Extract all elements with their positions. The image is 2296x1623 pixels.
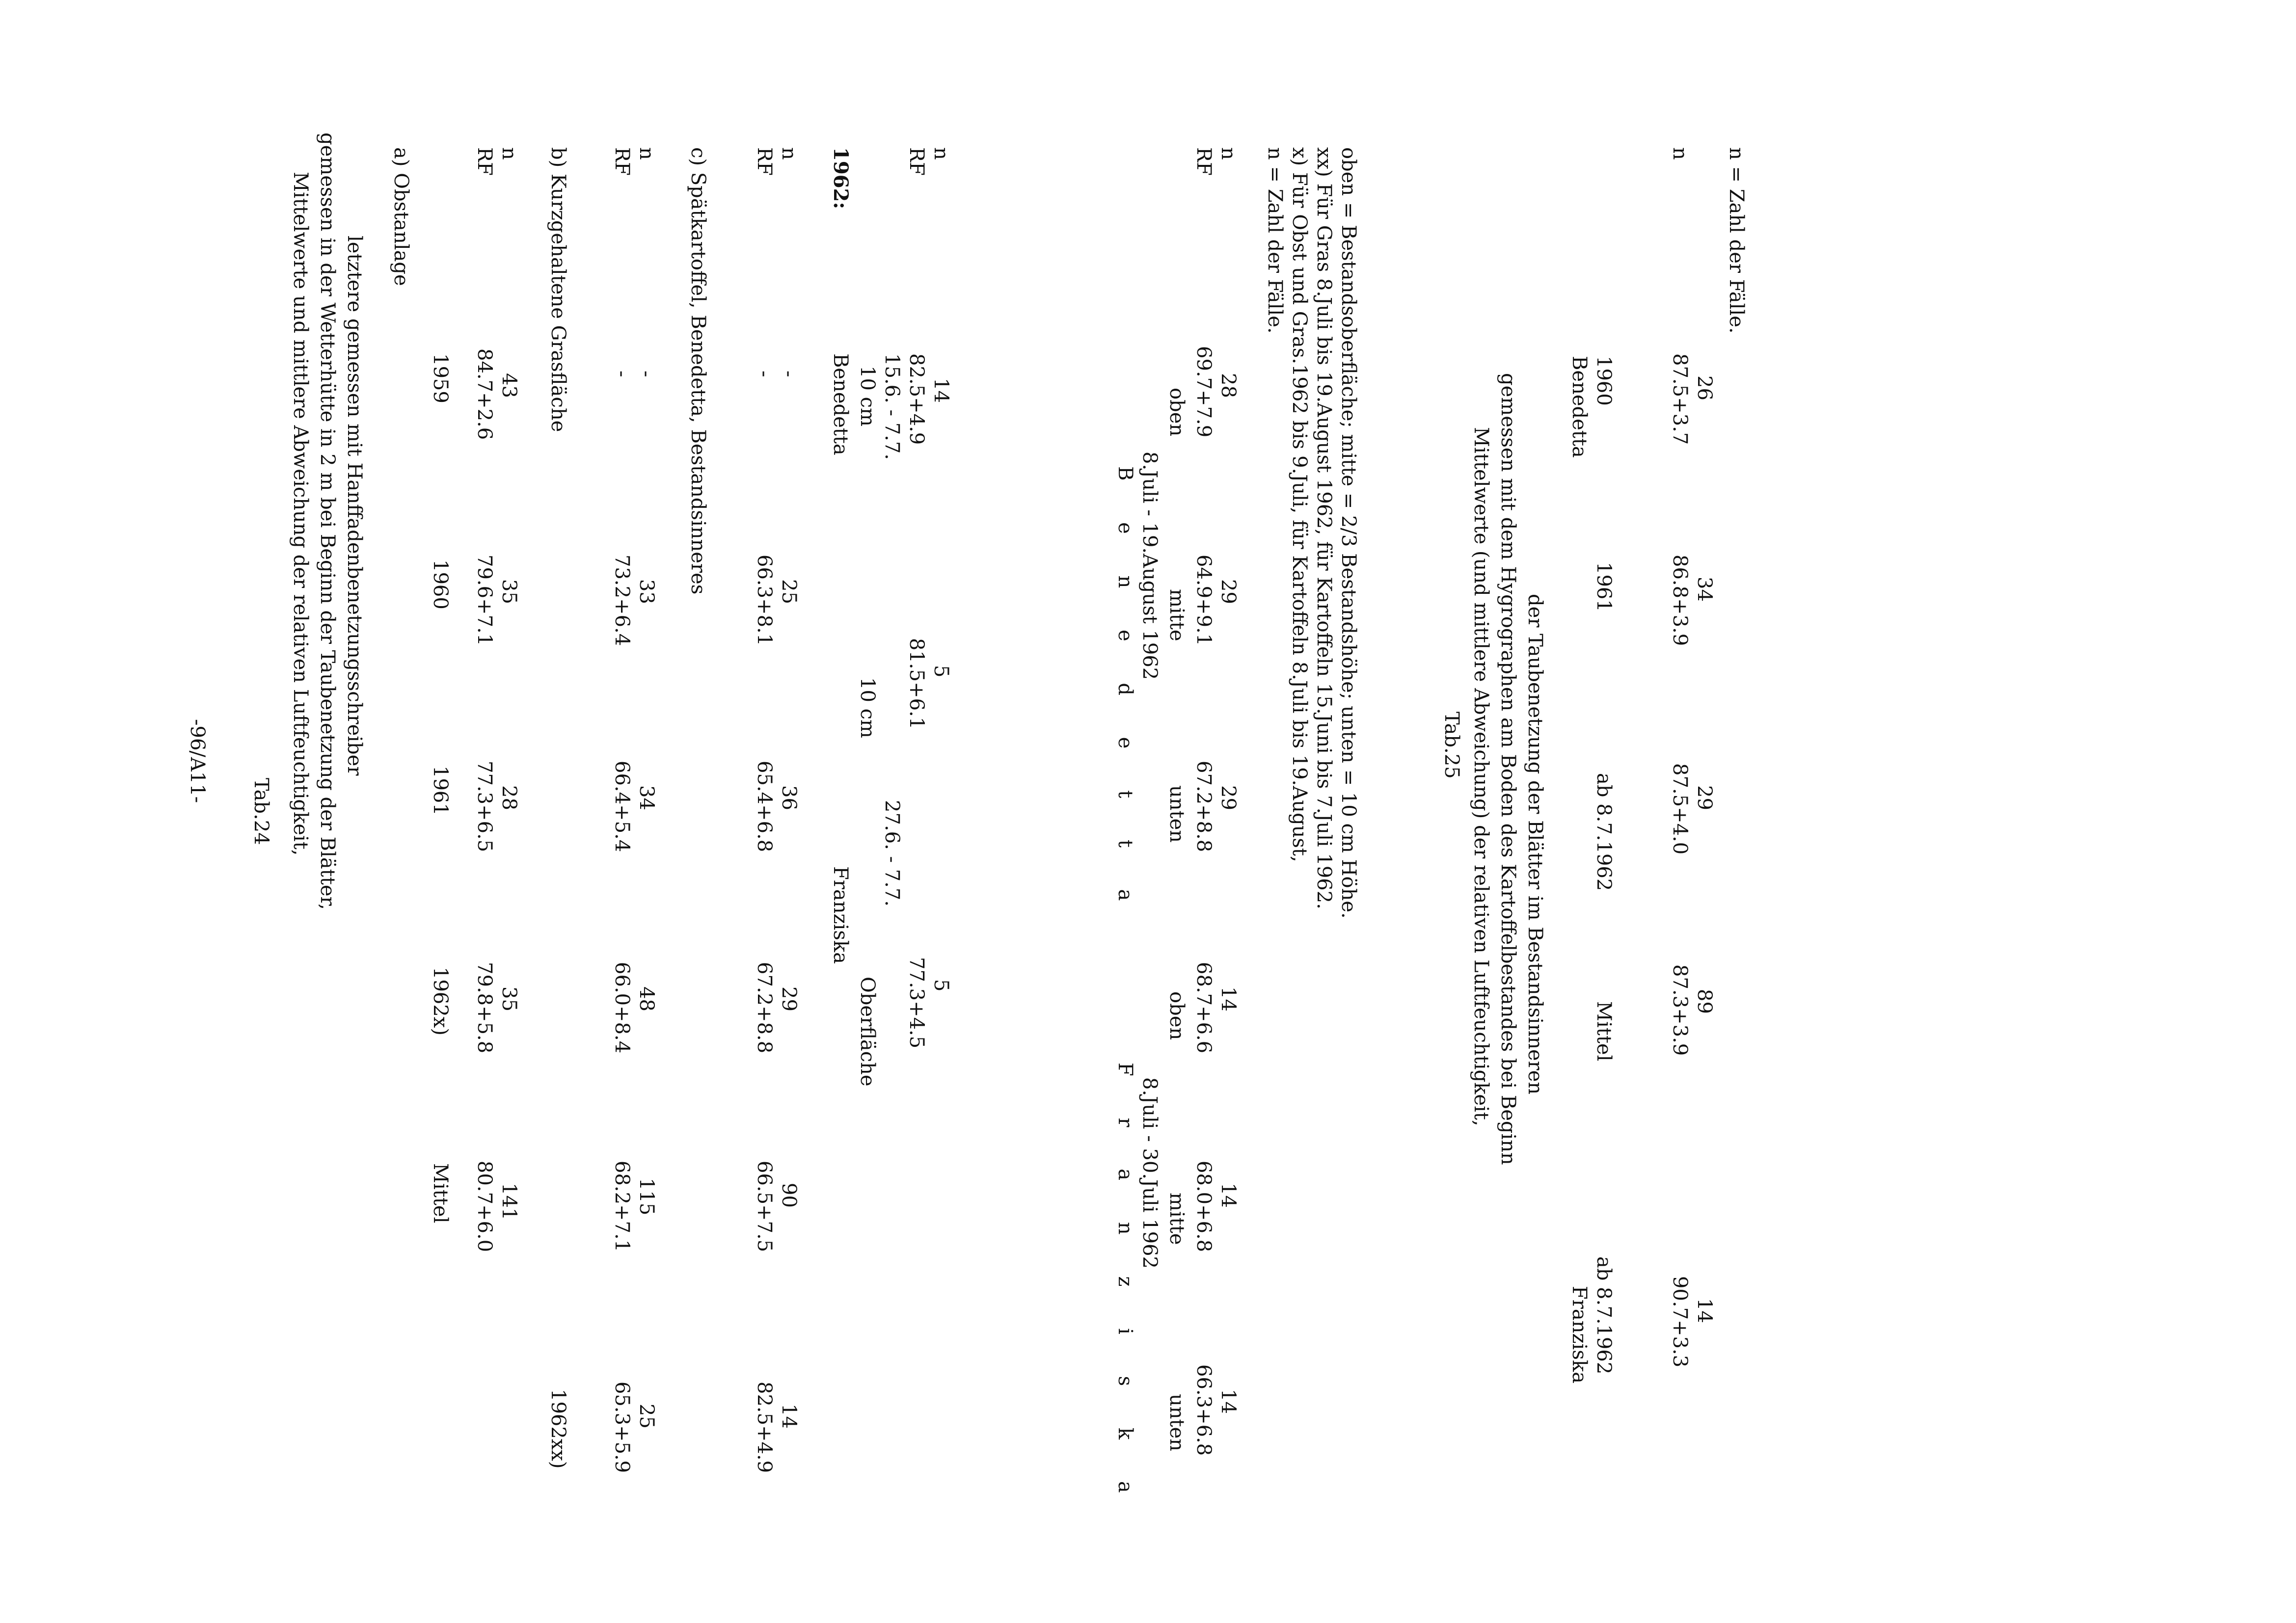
franziska-n-unten: 14 (1217, 1389, 1240, 1414)
y1962-mid-rf: 81.5+6.1 (905, 638, 928, 730)
tab25-caption-line3: der Taubenetzung der Blätter im Bestandsinneren (1524, 594, 1546, 1095)
benedetta-n-oben: 28 (1217, 373, 1240, 398)
y1962-franziska-surface: Oberfläche (856, 977, 879, 1087)
tab25-col-1960: 1960 (1593, 356, 1615, 406)
y1962-franziska-period: 27.6. - 7.7. (881, 800, 903, 907)
section-c-rf-label: RF (753, 147, 776, 176)
tab25-n-franziska: 14 (1693, 1298, 1716, 1323)
franziska-pos-oben: oben (1165, 991, 1188, 1040)
section-a-n-1959: 43 (498, 373, 520, 398)
section-a-rf-1959: 84.7+2.6 (473, 348, 496, 440)
franziska-pos-mitte: mitte (1165, 1193, 1188, 1245)
tab25-rf-franziska: 90.7+3.3 (1669, 1276, 1691, 1368)
benedetta-rf-oben: 69.7+7.9 (1192, 346, 1215, 438)
section-b-n-1960: 33 (635, 579, 658, 604)
section-c-rf-1961: 65.4+6.8 (753, 761, 776, 852)
section-c-n-1962xx: 14 (778, 1404, 800, 1429)
section-c-rf-1959: - (753, 371, 776, 377)
tab25-n-ab-8-7-1962: 29 (1693, 785, 1716, 810)
tab24-label: Tab.24 (250, 778, 272, 845)
y1962-franziska-name: Franziska (829, 866, 852, 964)
section-b-n-1962x: 48 (635, 986, 658, 1011)
franziska-rf-unten: 66.3+6.8 (1192, 1364, 1215, 1456)
franziska-n-mitte: 14 (1217, 1183, 1240, 1208)
tab25-n-label: n (1669, 147, 1691, 160)
tab24-col-1962x: 1962x) (429, 967, 452, 1036)
tab25-rf-benedetta-1960: 87.5+3.7 (1669, 353, 1691, 445)
section-b-n-1959: - (635, 371, 658, 377)
y1962-benedetta-name: Benedetta (829, 353, 852, 455)
tab25-n-benedetta-1960: 26 (1693, 375, 1716, 400)
benedetta-rf-label: RF (1192, 147, 1215, 176)
section-b-n-label: n (635, 147, 658, 160)
section-a-rf-1961: 77.3+6.5 (473, 761, 496, 852)
section-b-rf-1962x: 66.0+8.4 (611, 962, 633, 1054)
section-c-title: c) Spätkartoffel, Benedetta, Bestandsinneres (687, 147, 709, 595)
tab24-footnote-2: x) Für Obst und Gras.1962 bis 9.Juli, für Kartoffeln 8.Juli bis 19.August, (1288, 147, 1311, 862)
section-c-n-1962x: 29 (778, 986, 800, 1011)
tab25-rf-1961: 86.8+3.9 (1669, 555, 1691, 646)
franziska-block-title: F r a n z i s k a (1114, 1063, 1136, 1511)
section-a-n-1962x: 35 (498, 986, 520, 1011)
section-a-rf-mittel: 80.7+6.0 (473, 1161, 496, 1252)
benedetta-n-unten: 29 (1217, 785, 1240, 810)
section-b-n-1961: 34 (635, 785, 658, 810)
section-c-n-label: n (778, 147, 800, 160)
tab24-col-1959: 1959 (429, 353, 452, 403)
tab24-footnote-4: oben = Bestandsoberfläche; mitte = 2/3 Bestandshöhe; unten = 10 cm Höhe. (1337, 147, 1360, 919)
tab25-col-1961: 1961 (1593, 562, 1615, 612)
section-c-rf-1962x: 67.2+8.8 (753, 962, 776, 1054)
tab25-rf-ab-8-7-1962: 87.5+4.0 (1669, 763, 1691, 855)
tab25-col-franziska-name: Franziska (1568, 1286, 1591, 1384)
tab25-col-benedetta-name: Benedetta (1568, 356, 1591, 458)
y1962-franziska-rf: 77.3+4.5 (905, 957, 928, 1049)
page-number: -96/A11- (186, 719, 209, 803)
benedetta-block-period: 8.Juli - 19.August 1962 (1138, 452, 1161, 680)
tab25-footnote: n = Zahl der Fälle. (1725, 147, 1748, 334)
benedetta-n-label: n (1217, 147, 1240, 160)
y1962-mid-depth: 10 cm (856, 677, 879, 738)
section-c-rf-1962xx: 82.5+4.9 (753, 1382, 776, 1473)
tab24-footnote-1: n = Zahl der Fälle. (1264, 147, 1286, 334)
y1962-benedetta-period: 15.6. - 7.7. (881, 353, 903, 460)
benedetta-rf-mitte: 64.9+9.1 (1192, 555, 1215, 646)
benedetta-pos-unten: unten (1165, 785, 1188, 843)
section-b-rf-1960: 73.2+6.4 (611, 555, 633, 646)
section-a-rf-label: RF (473, 147, 496, 176)
tab25-col-ab-8-7-1962: ab 8.7.1962 (1593, 773, 1615, 891)
tab25-col-mittel: Mittel (1593, 1001, 1615, 1062)
y1962-benedetta-rf: 82.5+4.9 (905, 353, 928, 445)
y1962-rf-label: RF (905, 147, 928, 176)
benedetta-rf-unten: 67.2+8.8 (1192, 761, 1215, 852)
tab24-caption-line3: letztere gemessen mit Hanffadenbenetzungsschreiber (343, 236, 366, 776)
section-a-rf-1960: 79.6+7.1 (473, 555, 496, 646)
section-a-n-1961: 28 (498, 785, 520, 810)
tab24-caption-line2: gemessen in der Wetterhütte in 2 m bei Beginn der Taubenetzung der Blätter, (316, 133, 339, 910)
franziska-rf-mitte: 68.0+6.8 (1192, 1161, 1215, 1252)
section-a-rf-1962x: 79.8+5.8 (473, 962, 496, 1054)
section-b-n-1962xx: 25 (635, 1404, 658, 1429)
tab24-col-1962xx: 1962xx) (547, 1389, 569, 1469)
tab25-n-1961: 34 (1693, 577, 1716, 602)
section-a-n-1960: 35 (498, 579, 520, 604)
section-a-title: a) Obstanlage (390, 147, 412, 286)
section-c-rf-1960: 66.3+8.1 (753, 555, 776, 646)
section-b-n-mittel: 115 (635, 1178, 658, 1216)
y1962-mid-n: 5 (930, 665, 952, 678)
tab25-caption-line1: Mittelwerte (und mittlere Abweichung) der relativen Luftfeuchtigkeit, (1470, 427, 1492, 1126)
tab24-col-1961: 1961 (429, 766, 452, 816)
y1962-benedetta-n: 14 (930, 378, 952, 403)
y1962-label: 1962: (829, 147, 852, 210)
tab24-col-1960: 1960 (429, 559, 452, 610)
tab25-rf-mittel: 87.3+3.9 (1669, 964, 1691, 1056)
benedetta-block-title: B e n e d e t t a (1114, 466, 1136, 919)
section-c-n-1959: - (778, 371, 800, 377)
tab25-col-franziska-ab-8-7-1962: ab 8.7.1962 (1593, 1256, 1615, 1375)
section-b-rf-label: RF (611, 147, 633, 176)
y1962-n-label: n (930, 147, 952, 160)
section-b-rf-1959: - (611, 371, 633, 377)
section-c-rf-mittel: 66.5+7.5 (753, 1161, 776, 1252)
section-c-n-mittel: 90 (778, 1183, 800, 1208)
section-b-rf-mittel: 68.2+7.1 (611, 1161, 633, 1252)
franziska-block-period: 8.Juli - 30.Juli 1962 (1138, 1077, 1161, 1269)
section-b-rf-1962xx: 65.3+5.9 (611, 1382, 633, 1473)
benedetta-n-mitte: 29 (1217, 579, 1240, 604)
tab24-footnote-3: xx) Für Gras 8.Juli bis 19.August 1962, für Kartoffeln 15.Juni bis 7.Juli 1962. (1313, 147, 1335, 909)
benedetta-pos-oben: oben (1165, 388, 1188, 437)
tab24-col-mittel: Mittel (429, 1163, 452, 1224)
section-c-n-1960: 25 (778, 579, 800, 604)
section-a-n-label: n (498, 147, 520, 160)
y1962-benedetta-depth: 10 cm (856, 366, 879, 426)
section-b-rf-1961: 66.4+5.4 (611, 761, 633, 852)
franziska-rf-oben: 68.7+6.6 (1192, 962, 1215, 1054)
tab25-caption-line2: gemessen mit dem Hygrographen am Boden des Kartoffelbestandes bei Beginn (1497, 373, 1519, 1165)
tab25-label: Tab.25 (1440, 712, 1463, 779)
y1962-franziska-n: 5 (930, 979, 952, 992)
franziska-pos-unten: unten (1165, 1394, 1188, 1452)
tab25-n-mittel: 89 (1693, 989, 1716, 1014)
section-c-n-1961: 36 (778, 785, 800, 810)
section-a-n-mittel: 141 (498, 1183, 520, 1221)
section-b-title: b) Kurzgehaltene Grasfläche (547, 147, 569, 432)
benedetta-pos-mitte: mitte (1165, 589, 1188, 641)
tab24-caption-line1: Mittelwerte und mittlere Abweichung der relativen Luftfeuchtigkeit, (289, 172, 312, 856)
franziska-n-oben: 14 (1217, 986, 1240, 1011)
